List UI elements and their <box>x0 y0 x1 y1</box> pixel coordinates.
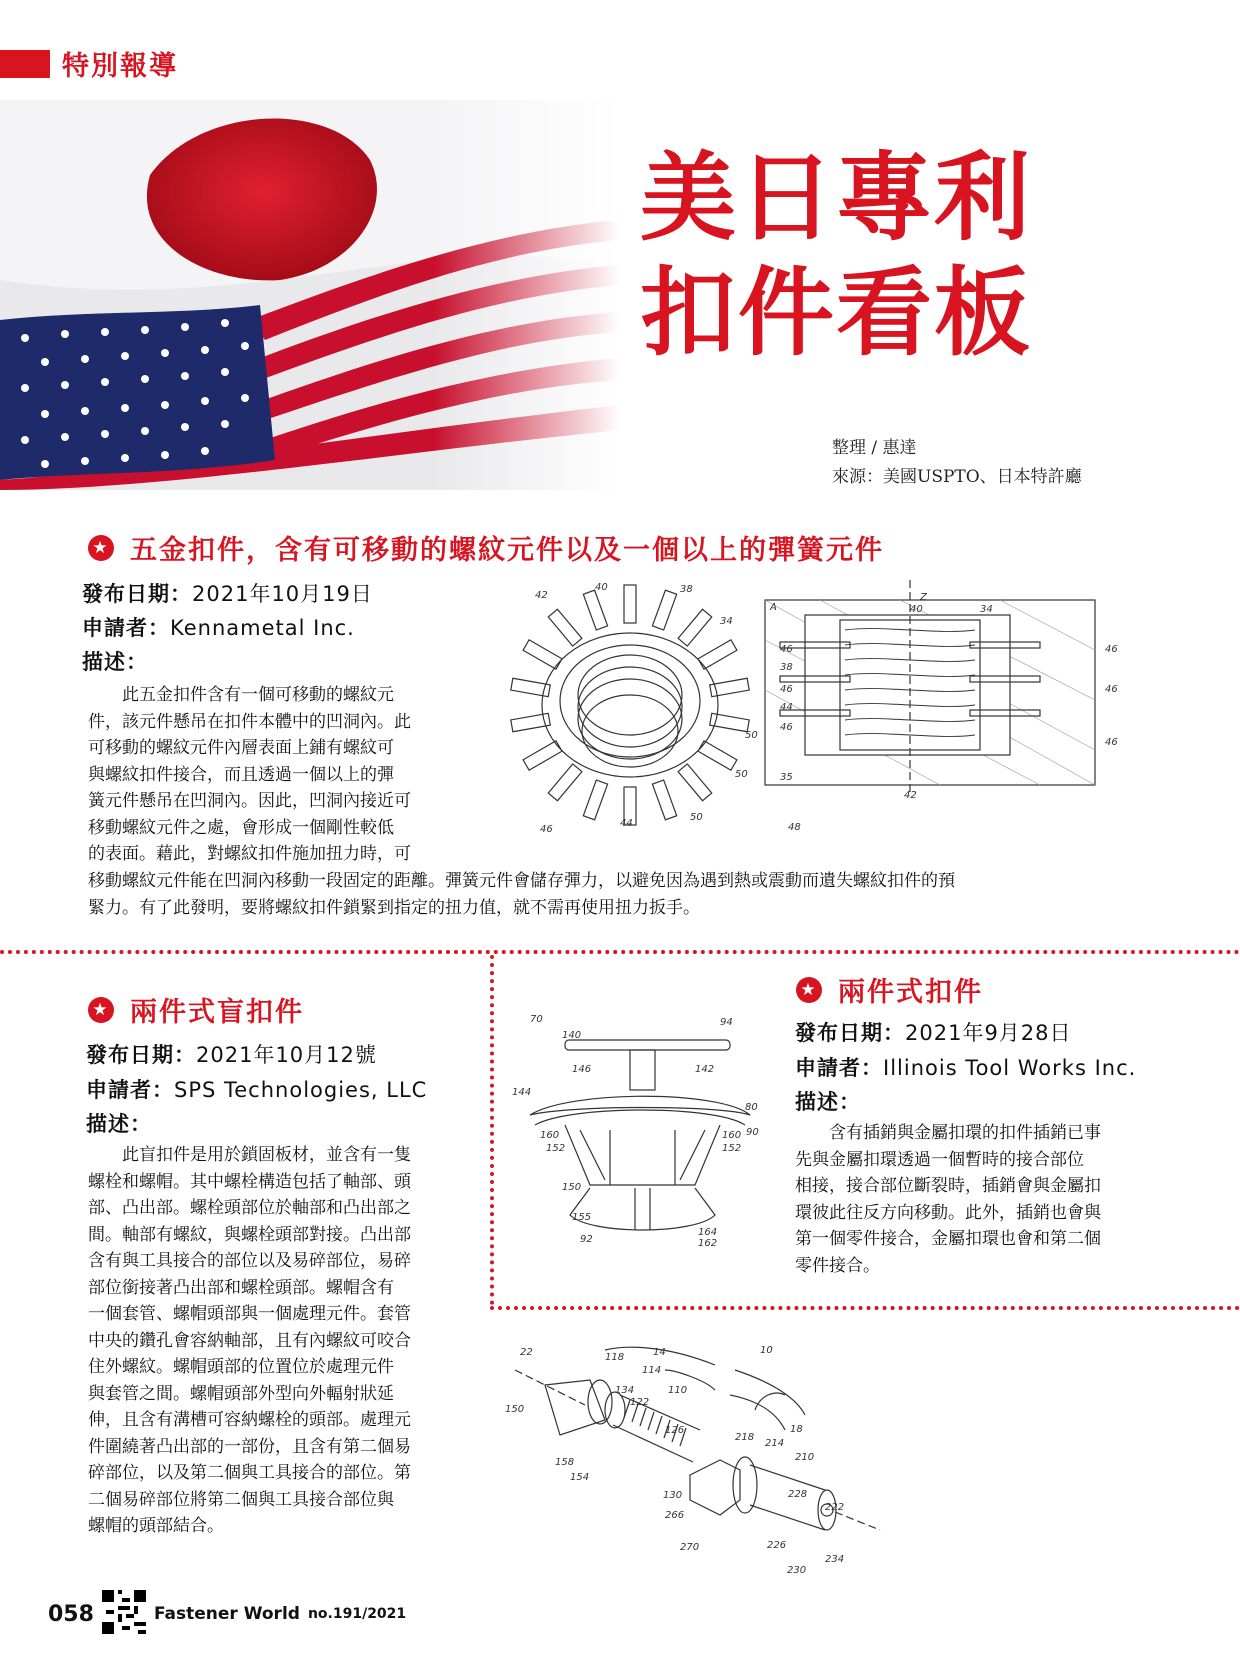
article3-applicant: 申請者：Illinois Tool Works Inc. <box>795 1056 1137 1080</box>
svg-text:270: 270 <box>680 1542 700 1553</box>
svg-text:150: 150 <box>562 1182 582 1193</box>
svg-text:50: 50 <box>690 812 703 823</box>
article3-description: 含有插銷與金屬扣環的扣件插銷已事 先與金屬扣環透過一個暫時的接合部位 相接，接合部位斷裂時，插銷會與金屬扣 環彼此往反方向移動。此外，插銷也會與 第一個零件接合，金屬扣環也會和第二個 零件接合。 <box>795 1123 1101 1276</box>
svg-text:10: 10 <box>760 1345 773 1356</box>
svg-text:94: 94 <box>720 1017 733 1028</box>
qr-code-icon[interactable] <box>102 1590 146 1638</box>
svg-text:46: 46 <box>1105 644 1118 655</box>
svg-text:50: 50 <box>735 769 748 780</box>
svg-text:34: 34 <box>720 616 733 627</box>
svg-text:38: 38 <box>780 662 793 673</box>
svg-text:134: 134 <box>615 1385 635 1396</box>
article1-heading <box>88 528 884 567</box>
svg-text:92: 92 <box>580 1234 593 1245</box>
svg-text:42: 42 <box>535 590 548 601</box>
page-footer <box>48 1590 406 1638</box>
svg-text:80: 80 <box>745 1102 758 1113</box>
svg-text:114: 114 <box>642 1365 662 1376</box>
svg-text:164: 164 <box>698 1227 718 1238</box>
svg-text:222: 222 <box>825 1502 845 1513</box>
svg-text:110: 110 <box>668 1385 688 1396</box>
svg-text:152: 152 <box>722 1143 742 1154</box>
article2-applicant: 申請者：SPS Technologies, LLC <box>86 1078 428 1102</box>
svg-text:118: 118 <box>605 1352 625 1363</box>
star-icon: ★ <box>88 535 114 561</box>
article1-description-narrow: 此五金扣件含有一個可移動的螺紋元 件，該元件懸吊在扣件本體中的凹洞內。此 可移動的螺紋元件內層表面上鋪有螺紋可 與螺紋扣件接合，而且透過一個以上的彈 簧元件懸吊在凹洞內。因此，凹洞內接近可 移動螺紋元件之處，會形成一個剛性較低 的表面。藉此，對螺紋扣件施加扭力時，可 <box>88 685 411 864</box>
svg-text:146: 146 <box>572 1064 592 1075</box>
article1-applicant: 申請者：Kennametal Inc. <box>82 616 355 640</box>
svg-text:122: 122 <box>630 1397 650 1408</box>
svg-text:48: 48 <box>788 822 801 833</box>
svg-text:18: 18 <box>790 1424 803 1435</box>
svg-text:160: 160 <box>540 1130 560 1141</box>
patent-figure-1 <box>480 580 1140 850</box>
svg-text:266: 266 <box>665 1510 685 1521</box>
hero-flags-image <box>0 100 620 490</box>
svg-text:162: 162 <box>698 1238 718 1249</box>
svg-text:154: 154 <box>570 1472 590 1483</box>
svg-text:46: 46 <box>780 722 793 733</box>
svg-text:40: 40 <box>910 604 923 615</box>
svg-text:Z: Z <box>920 592 927 603</box>
svg-text:226: 226 <box>767 1540 787 1551</box>
star-icon: ★ <box>88 997 114 1023</box>
article1-desc-label: 描述： <box>82 650 148 674</box>
article2-heading <box>88 990 304 1029</box>
svg-text:142: 142 <box>695 1064 715 1075</box>
svg-text:214: 214 <box>765 1438 785 1449</box>
article2-description: 此盲扣件是用於鎖固板材，並含有一隻 螺栓和螺帽。其中螺栓構造包括了軸部、頭 部、凸出部。螺栓頭部位於軸部和凸出部之 間。軸部有螺紋，與螺栓頭部對接。凸出部 含有與工具接合的部位以及易碎部位，易碎 部位銜接著凸出部和螺栓頭部。螺帽含有 一個套管、螺帽頭部與一個處理元件。套管 中央的鑽孔會容納軸部，且有內螺紋可咬合 住外螺紋。螺帽頭部的位置位於處理元件 與套管之間。螺帽頭部外型向外輻射狀延 伸，且含有溝槽可容納螺栓的頭部。處理元 件圍繞著凸出部的一部份，且含有第二個易 碎部位，以及第二個與工具接合的部位。第 二個易碎部位將第二個與工具接合部位與 螺帽的頭部結合。 <box>88 1145 411 1536</box>
svg-text:46: 46 <box>780 644 793 655</box>
svg-text:90: 90 <box>746 1127 759 1138</box>
patent-figure-2 <box>510 1010 770 1270</box>
patent-figure-3 <box>505 1340 885 1585</box>
article3-date: 發布日期：2021年9月28日 <box>795 1021 1072 1045</box>
svg-text:14: 14 <box>653 1347 666 1358</box>
article2-desc-label: 描述： <box>86 1112 152 1136</box>
page-title-line-2: 扣件看板 <box>640 257 1032 369</box>
section-bar <box>0 50 50 78</box>
article2-date: 發布日期：2021年10月12號 <box>86 1043 377 1067</box>
svg-text:230: 230 <box>787 1565 807 1576</box>
svg-text:34: 34 <box>980 604 993 615</box>
svg-text:46: 46 <box>540 824 553 835</box>
page-title-line-1: 美日專利 <box>640 142 1032 254</box>
svg-text:46: 46 <box>1105 737 1118 748</box>
svg-text:A: A <box>770 602 777 613</box>
svg-text:22: 22 <box>520 1347 533 1358</box>
svg-text:40: 40 <box>595 582 608 593</box>
page-number: 058 <box>48 1601 94 1627</box>
svg-text:50: 50 <box>745 730 758 741</box>
svg-text:158: 158 <box>555 1457 575 1468</box>
star-icon: ★ <box>796 977 822 1003</box>
editor-credit: 整理 / 惠達 <box>832 438 917 458</box>
svg-text:46: 46 <box>780 684 793 695</box>
issue-number: no.191/2021 <box>307 1606 407 1622</box>
divider-vertical <box>490 955 494 1305</box>
article3-heading <box>796 970 983 1009</box>
source-credit: 來源：美國USPTO、日本特許廳 <box>832 467 1082 487</box>
svg-text:42: 42 <box>904 790 917 801</box>
article1-date: 發布日期：2021年10月19日 <box>82 582 373 606</box>
svg-text:152: 152 <box>546 1143 566 1154</box>
article2-heading-text: 兩件式盲扣件 <box>130 997 304 1028</box>
svg-text:38: 38 <box>680 584 693 595</box>
svg-text:144: 144 <box>512 1087 532 1098</box>
article1-description-wide: 移動螺紋元件能在凹洞內移動一段固定的距離。彈簧元件會儲存彈力，以避免因為遇到熱或震動而遺失螺紋扣件的預 緊力。有了此發明，要將螺紋扣件鎖緊到指定的扭力值，就不需再使用扭力扳手。 <box>88 871 955 918</box>
divider-right <box>490 1306 1240 1310</box>
svg-text:44: 44 <box>780 702 793 713</box>
svg-text:228: 228 <box>788 1489 808 1500</box>
svg-text:218: 218 <box>735 1432 755 1443</box>
svg-text:70: 70 <box>530 1014 543 1025</box>
section-label: 特別報導 <box>62 51 178 82</box>
article1-heading-text: 五金扣件，含有可移動的螺紋元件以及一個以上的彈簧元件 <box>130 535 884 566</box>
svg-text:44: 44 <box>620 818 633 829</box>
magazine-name: Fastener World <box>153 1604 300 1624</box>
svg-text:46: 46 <box>1105 684 1118 695</box>
svg-text:126: 126 <box>665 1425 685 1436</box>
svg-text:160: 160 <box>722 1130 742 1141</box>
svg-text:35: 35 <box>780 772 793 783</box>
article3-heading-text: 兩件式扣件 <box>838 977 983 1008</box>
svg-text:150: 150 <box>505 1404 525 1415</box>
svg-text:155: 155 <box>572 1212 592 1223</box>
svg-text:140: 140 <box>562 1030 582 1041</box>
article3-desc-label: 描述： <box>795 1090 861 1114</box>
svg-text:130: 130 <box>663 1490 683 1501</box>
divider-top <box>0 950 1240 954</box>
svg-text:234: 234 <box>825 1554 845 1565</box>
svg-text:210: 210 <box>795 1452 815 1463</box>
